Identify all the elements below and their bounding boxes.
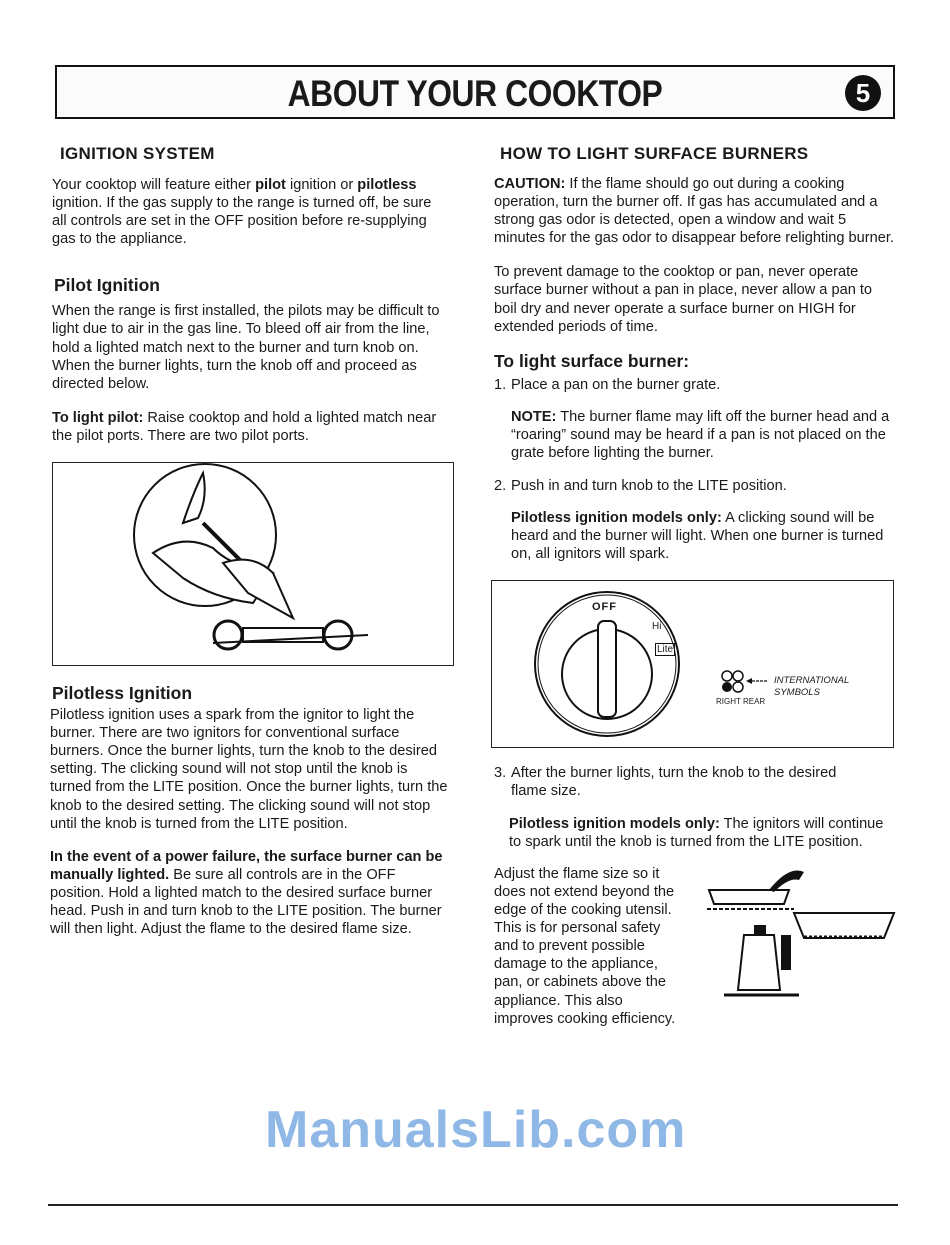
match-lighting-pilot-icon — [53, 463, 453, 665]
control-knob-illustration — [491, 580, 894, 748]
page-title: ABOUT YOUR COOKTOP — [287, 73, 663, 114]
international-symbols-label: INTERNATIONAL SYMBOLS — [774, 674, 850, 698]
ignition-system-text: Your cooktop will feature either pilot ignition or pilotless ignition. If the gas supply to the range is turned off, be sure all controls are set in the OFF position before re-supplying gas to the appliance. — [52, 177, 432, 248]
pilotless-models-note-1: Pilotless ignition models only: A clicking sound will be heard and the burner will light. When one burner is turned on, all ignitors will spark. — [511, 510, 884, 563]
adjust-flame-block — [494, 865, 899, 1028]
caution-text: CAUTION: If the flame should go out during a cooking operation, turn the burner off. If gas has accumulated and a strong gas odor is detected, open a window and wait 5 minutes for the gas odor to disappear before relighting burner. — [494, 176, 894, 247]
right-column — [494, 144, 899, 1028]
pans-on-burner-illustration — [699, 865, 899, 1005]
right-rear-label: RIGHT REAR — [716, 696, 766, 706]
watermark: ManualsLib.com — [265, 1101, 687, 1159]
left-column — [52, 144, 457, 938]
adjust-flame-text-tail: appliance. This also improves cooking efficiency. — [494, 992, 676, 1027]
prevent-damage-text: To prevent damage to the cooktop or pan, never operate surface burner without a pan in place, never allow a pan to boil dry and never operate a surface burner on HIGH for extended periods of time. — [494, 264, 873, 335]
step-2: 2. Push in and turn knob to the LITE position. — [494, 478, 787, 495]
step-1: 1. Place a pan on the burner grate. — [494, 376, 721, 393]
adjust-flame-text: Adjust the flame size so it does not extend beyond the edge of the cooking utensil. This is for personal safety and to prevent possible damage to the appliance, pan, or cabinets above the appliance. This also improves cooking efficiency. — [494, 865, 676, 1027]
knob-lite-label: Lite — [657, 643, 674, 655]
pilot-ignition-text: When the range is first installed, the pilots may be difficult to light due to air in the gas line. To bleed off air from the line, hold a lighted match next to the burner and turn knob on. When the burner lights, turn the knob off and proceed as directed below. — [52, 303, 440, 392]
page-number-badge: 5 — [845, 75, 881, 111]
pilot-ignition-heading: Pilot Ignition — [54, 275, 160, 296]
knob-hi-label: Hi — [652, 620, 662, 632]
power-failure-text: In the event of a power failure, the surface burner can be manually lighted. Be sure all controls are in the OFF position. Hold a lighted match to the desired surface burner head. Push in and turn knob to the LITE position. The burner will then light. Adjust the flame to the desired flame size. — [50, 848, 443, 938]
control-knob-icon — [492, 581, 892, 747]
pilotless-ignition-heading: Pilotless Ignition — [52, 683, 193, 704]
pilotless-ignition-text: Pilotless ignition uses a spark from the ignitor to light the burner. There are two ignitors for conventional surface burners. Once the burner lights, turn the knob to the desired setting. The clicking sound will not stop until the knob is turned from the LITE position. Once the burner lights, turn the knob to the desired setting. The clicking sound will not stop until the knob is turned from the LITE position. — [50, 707, 448, 832]
how-to-light-heading: HOW TO LIGHT SURFACE BURNERS — [500, 144, 809, 163]
to-light-burner-heading: To light surface burner: — [494, 350, 690, 371]
note-text: NOTE: The burner flame may lift off the burner head and a “roaring” sound may be heard if a pan is not placed on the grate before lighting the burner. — [511, 408, 890, 462]
pilot-lighting-illustration — [52, 462, 454, 666]
knob-off-label: OFF — [592, 600, 617, 613]
ignition-system-heading: IGNITION SYSTEM — [60, 144, 215, 163]
light-pilot-text: To light pilot: Raise cooktop and hold a lighted match near the pilot ports. There are two pilot ports. — [52, 409, 437, 444]
footer-rule — [48, 1204, 898, 1206]
step-3: 3. After the burner lights, turn the knob to the desired flame size. — [494, 764, 837, 799]
pilotless-models-note-2: Pilotless ignition models only: The ignitors will continue to spark until the knob is turned from the LITE position. — [509, 815, 884, 850]
page-header — [55, 65, 895, 119]
